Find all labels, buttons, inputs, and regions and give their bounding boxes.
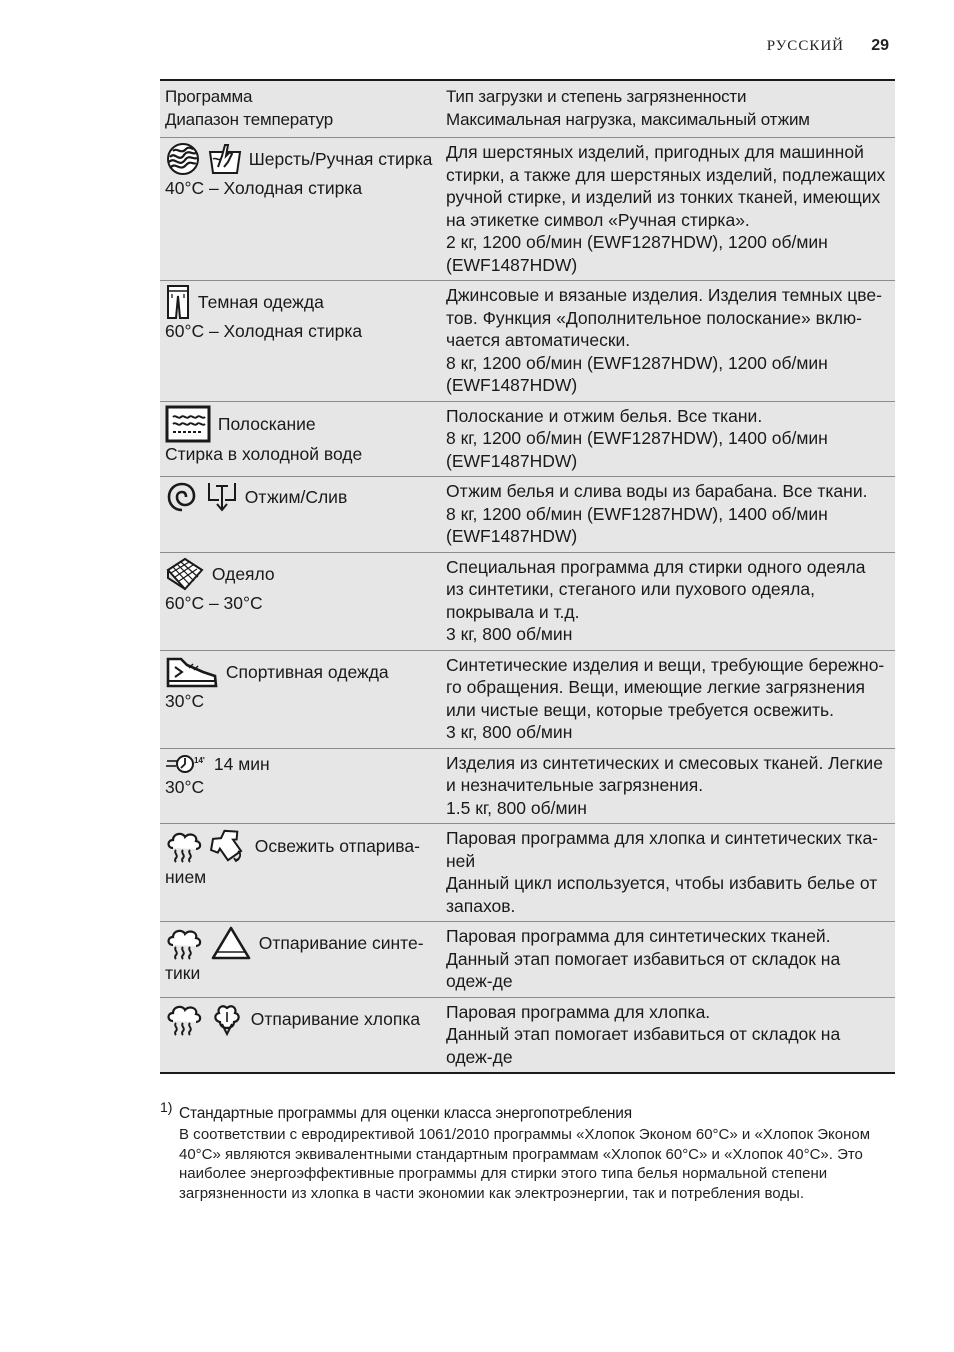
- program-description: Синтетические изделия и вещи, требующие бережно-го обращения. Вещи, имеющие легкие загрязнения или чистые вещи, которые требуется освежить.: [446, 654, 885, 720]
- program-name: Освежить отпарива-нием: [165, 835, 420, 888]
- program-description: Специальная программа для стирки одного одеяла из синтетики, стеганого или пухового одеяла, покрывала и т.д.: [446, 556, 866, 622]
- table-row: [160, 824, 895, 922]
- program-name: Отпаривание хлопка: [250, 1008, 421, 1029]
- footnote-title: Стандартные программы для оценки класса энергопотребления: [179, 1105, 632, 1122]
- jeans-icon: [165, 284, 191, 320]
- program-temperature: Стирка в холодной воде: [165, 443, 363, 464]
- steam-icon: [165, 1001, 203, 1037]
- program-cell: [160, 824, 440, 922]
- header-program-column: Программа Диапазон температур: [160, 80, 440, 138]
- refresh-shirt-icon: [210, 827, 248, 865]
- load-cell: [440, 138, 895, 281]
- table-row: [160, 650, 895, 748]
- table-row: [160, 922, 895, 998]
- header-load-column: Тип загрузки и степень загрязненности Максимальная нагрузка, максимальный отжим: [440, 80, 895, 138]
- program-description: Паровая программа для хлопка и синтетических тка-ней: [446, 828, 879, 871]
- program-temperature: 40°C – Холодная стирка: [165, 178, 363, 198]
- load-cell: [440, 824, 895, 922]
- synthetics-icon: [210, 925, 252, 961]
- footnote-marker: 1): [160, 1099, 173, 1115]
- program-description: Джинсовые и вязаные изделия. Изделия темных цве-тов. Функция «Дополнительное полоскание» вклю-чается автоматически.: [446, 285, 882, 350]
- program-cell: [160, 477, 440, 553]
- program-description: Паровая программа для хлопка.: [446, 1001, 711, 1022]
- program-description: Полоскание и отжим белья. Все ткани.: [446, 405, 763, 426]
- load-cell: [440, 922, 895, 998]
- program-name: Отжим/Слив: [244, 486, 348, 507]
- program-description: Изделия из синтетических и смесовых тканей. Легкие и незначительные загрязнения.: [446, 752, 883, 795]
- program-name: 14 мин: [213, 753, 270, 774]
- cotton-icon: [210, 1002, 244, 1036]
- program-temperature: 30°C: [165, 776, 205, 797]
- program-cell: [160, 650, 440, 748]
- program-cell: [160, 552, 440, 650]
- table-row: [160, 552, 895, 650]
- program-cell: [160, 138, 440, 281]
- table-row: [160, 997, 895, 1073]
- wool-icon: [165, 141, 201, 177]
- program-temperature: 60°C – 30°C: [165, 592, 263, 613]
- load-cell: [440, 552, 895, 650]
- program-name: Шерсть/Ручная стирка: [248, 148, 433, 169]
- load-cell: [440, 477, 895, 553]
- table-row: [160, 477, 895, 553]
- program-load-spin: 8 кг, 1200 об/мин (EWF1287HDW), 1400 об/мин (EWF1487HDW): [446, 428, 828, 471]
- program-load-spin: 1.5 кг, 800 об/мин: [446, 797, 587, 818]
- program-cell: [160, 997, 440, 1073]
- program-cell: [160, 748, 440, 824]
- duvet-icon: [165, 556, 205, 592]
- quick-14-icon: [165, 752, 207, 776]
- sportswear-icon: [165, 654, 219, 690]
- program-cell: [160, 401, 440, 477]
- steam-icon: [165, 828, 203, 864]
- load-cell: [440, 650, 895, 748]
- program-name: Отпаривание синте-тики: [165, 932, 424, 984]
- footnote-body: В соответствии с евродирективой 1061/2010 программы «Хлопок Эконом 60°C» и «Хлопок Эконом 40°C» являются эквивалентными стандартным программам «Хлопок 60°C» и «Хлопок 40°C». Это наиболее энергоэффективные программы для стирки этого типа белья нормальной степени загрязненности из хлопка в части экономии как электроэнергии, так и потребления воды.: [179, 1126, 871, 1202]
- svg-text:14': 14': [194, 755, 205, 765]
- load-cell: [440, 997, 895, 1073]
- spin-icon: [165, 480, 199, 514]
- load-cell: [440, 281, 895, 402]
- program-load-spin: Данный этап помогает избавиться от складок на одеж-де: [446, 1024, 841, 1067]
- program-load-spin: 8 кг, 1200 об/мин (EWF1287HDW), 1200 об/мин (EWF1487HDW): [446, 352, 828, 395]
- program-cell: [160, 281, 440, 402]
- program-cell: [160, 922, 440, 998]
- rinse-icon: [165, 405, 211, 443]
- program-name: Спортивная одежда: [225, 661, 389, 682]
- program-name: Одеяло: [211, 563, 275, 584]
- program-load-spin: 3 кг, 800 об/мин: [446, 624, 573, 644]
- page-header: [0, 38, 954, 58]
- program-description: Паровая программа для синтетических тканей.: [446, 926, 831, 946]
- program-name: Полоскание: [217, 413, 316, 434]
- program-temperature: 60°C – Холодная стирка: [165, 321, 363, 341]
- program-load-spin: 8 кг, 1200 об/мин (EWF1287HDW), 1400 об/мин (EWF1487HDW): [446, 503, 828, 546]
- program-description: Для шерстяных изделий, пригодных для машинной стирки, а также для шерстяных изделий, подлежащих ручной стирке, и изделий из тонких тканей, имеющих на этикетке символ «Ручная стирка».: [446, 142, 886, 230]
- table-row: [160, 138, 895, 281]
- steam-icon: [165, 925, 203, 961]
- program-load-spin: 3 кг, 800 об/мин: [446, 722, 573, 742]
- table-row: [160, 401, 895, 477]
- program-load-spin: Данный цикл используется, чтобы избавить белье от запахов.: [446, 873, 878, 916]
- load-cell: [440, 748, 895, 824]
- table-header-row: [160, 80, 895, 138]
- program-load-spin: Данный этап помогает избавиться от складок на одеж-де: [446, 948, 841, 991]
- hand-wash-icon: [208, 142, 242, 176]
- table-row: [160, 281, 895, 402]
- load-cell: [440, 401, 895, 477]
- program-temperature: 30°C: [165, 690, 205, 711]
- page-number: 29: [871, 37, 889, 54]
- language-label: РУССКИЙ: [766, 38, 844, 54]
- table-row: [160, 748, 895, 824]
- program-name: Темная одежда: [197, 291, 324, 312]
- programs-table: [160, 79, 895, 1074]
- program-description: Отжим белья и слива воды из барабана. Все ткани.: [446, 481, 868, 501]
- program-load-spin: 2 кг, 1200 об/мин (EWF1287HDW), 1200 об/мин (EWF1487HDW): [446, 232, 828, 275]
- drain-icon: [206, 480, 238, 514]
